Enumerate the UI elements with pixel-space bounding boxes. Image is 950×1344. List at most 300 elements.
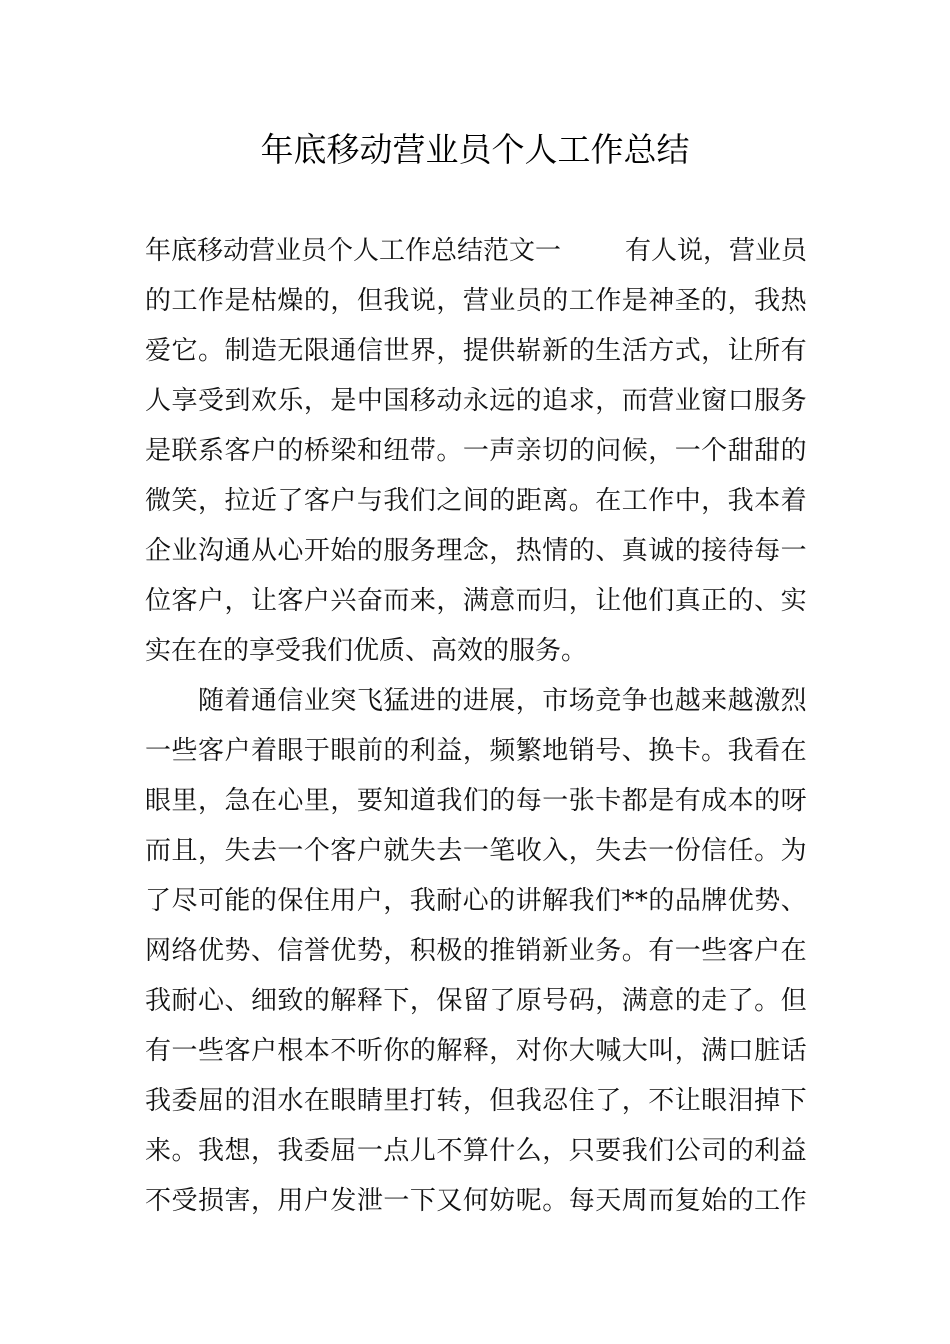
text-glyph: 频 [489,736,516,766]
text-glyph: 的 [277,436,304,466]
text-glyph: 听 [356,1036,383,1066]
text-glyph: 。 [754,986,781,1016]
text-glyph: 些 [171,736,198,766]
text-glyph: 信 [356,336,383,366]
text-glyph: 的 [780,436,807,466]
text-glyph: 展 [489,686,516,716]
text-line [145,1026,807,1076]
text-glyph: 烈 [780,686,807,716]
text-glyph: 户 [356,836,383,866]
text-glyph: 户 [250,436,277,466]
text-glyph: 卡 [674,736,701,766]
text-glyph: 要 [356,786,383,816]
document-title: 年底移动营业员个人工作总结 [260,130,690,169]
text-glyph: 场 [568,686,595,716]
text-glyph: 地 [542,736,569,766]
text-glyph: 式 [674,336,701,366]
text-glyph: 让 [674,1086,701,1116]
text-glyph: 国 [383,386,410,416]
text-glyph: 前 [356,736,383,766]
text-glyph: 根 [277,1036,304,1066]
text-glyph: 中 [356,386,383,416]
text-glyph: 笑 [171,486,198,516]
text-glyph: 中 [674,486,701,516]
text-glyph: 一 [780,536,807,566]
text-glyph: 但 [780,986,807,1016]
text-glyph: 我 [727,736,754,766]
text-glyph: 细 [250,986,277,1016]
text-glyph: ， [383,886,410,916]
text-glyph: 而 [648,1186,675,1216]
text-glyph: 害 [224,1186,251,1216]
text-glyph: 复 [674,1186,701,1216]
text-line [145,926,807,976]
text-glyph: 尽 [171,886,198,916]
text-glyph: 要 [595,1136,622,1166]
text-glyph [145,676,171,726]
text-glyph: 问 [595,436,622,466]
text-glyph: 了 [595,1086,622,1116]
text-glyph: ， [197,836,224,866]
text-glyph: 讲 [515,886,542,916]
text-glyph: ， [224,586,251,616]
text-glyph: 天 [595,1186,622,1216]
text-glyph: 的 [409,1036,436,1066]
text-glyph: 理 [436,536,463,566]
text-glyph: 想 [224,1136,251,1166]
text-glyph: 、 [780,886,807,916]
text-glyph: 业 [303,686,330,716]
text-glyph: 不 [648,1086,675,1116]
text-glyph: 优 [330,936,357,966]
text-glyph: 的 [303,986,330,1016]
text-glyph: 而 [383,586,410,616]
text-glyph: 户 [330,486,357,516]
text-line [145,376,807,426]
text-glyph: 客 [303,486,330,516]
text-glyph: 我 [145,1086,172,1116]
text-glyph: 一 [277,836,304,866]
text-glyph: 欢 [250,386,277,416]
text-glyph: 去 [436,836,463,866]
text-glyph: 一 [674,936,701,966]
text-glyph: ， [462,736,489,766]
text-glyph: 到 [224,386,251,416]
text-line [145,1076,807,1126]
text-glyph: 市 [542,686,569,716]
text-glyph: 损 [197,1186,224,1216]
text-glyph: 我 [515,1086,542,1116]
text-glyph: 是 [648,786,675,816]
text-glyph: 务 [595,936,622,966]
text-glyph: 户 [224,736,251,766]
text-glyph: 誉 [303,936,330,966]
text-glyph: 解 [542,886,569,916]
text-glyph: 去 [621,836,648,866]
text-glyph: 利 [754,1136,781,1166]
text-glyph: 码 [568,986,595,1016]
text-glyph: 带 [409,436,436,466]
text-glyph: 络 [171,936,198,966]
text-glyph: 作 [595,286,622,316]
text-glyph: 用 [277,1186,304,1216]
text-glyph: 任 [727,836,754,866]
text-glyph: 解 [330,986,357,1016]
text-glyph: 的 [701,286,728,316]
text-glyph: 生 [595,336,622,366]
text-glyph: 保 [436,986,463,1016]
text-glyph: 势 [356,936,383,966]
text-glyph: 的 [383,736,410,766]
text-glyph: ， [542,1136,569,1166]
text-glyph: 委 [171,1086,198,1116]
text-glyph: 始 [701,1186,728,1216]
text-line [145,476,807,526]
text-glyph: 让 [727,336,754,366]
text-glyph: 下 [383,986,410,1016]
text-glyph: 打 [409,1086,436,1116]
text-glyph: * [634,886,648,916]
text-line [145,976,807,1026]
text-glyph: 越 [727,686,754,716]
text-glyph: 、 [621,736,648,766]
text-glyph: 我 [197,1136,224,1166]
text-glyph: 制 [224,336,251,366]
text-glyph: 进 [409,686,436,716]
text-glyph: 一 [542,786,569,816]
text-glyph: 泪 [727,1086,754,1116]
text-glyph: 于 [303,736,330,766]
text-glyph: 供 [489,336,516,366]
text-glyph: 待 [727,536,754,566]
text-glyph: 点 [383,1136,410,1166]
text-glyph: 与 [356,486,383,516]
text-glyph: 享 [171,386,198,416]
text-glyph: 牌 [701,886,728,916]
text-glyph: 公 [674,1136,701,1166]
text-glyph: ， [250,1186,277,1216]
text-glyph: 耐 [436,886,463,916]
text-glyph: 的 [436,686,463,716]
text-glyph: 里 [303,786,330,816]
text-glyph: 一 [356,1136,383,1166]
text-glyph: ， [727,286,754,316]
text-glyph: 益 [436,736,463,766]
text-glyph: 眼 [330,736,357,766]
text-glyph: 也 [648,686,675,716]
text-glyph: 离 [542,486,569,516]
text-glyph: 们 [648,1136,675,1166]
text-glyph: ， [568,586,595,616]
text-glyph: 爱 [145,336,172,366]
text-glyph: 接 [701,536,728,566]
text-glyph: 距 [515,486,542,516]
text-glyph: 眼 [277,736,304,766]
text-glyph: 的 [754,786,781,816]
text-glyph: 近 [250,486,277,516]
text-glyph: 个 [701,436,728,466]
text-glyph: 正 [701,586,728,616]
text-glyph: 声 [489,436,516,466]
text-glyph: 沟 [197,536,224,566]
text-glyph: 竞 [595,686,622,716]
text-glyph: 梁 [330,436,357,466]
text-glyph: 切 [542,436,569,466]
text-glyph: 心 [462,886,489,916]
text-line [145,876,807,926]
text-glyph: 去 [250,836,277,866]
text-glyph: 让 [595,586,622,616]
text-glyph: 而 [145,836,172,866]
text-glyph: 远 [489,386,516,416]
text-glyph: 我 [727,486,754,516]
text-glyph: 忍 [542,1086,569,1116]
text-glyph: 算 [462,1136,489,1166]
text-glyph: 客 [197,736,224,766]
text-glyph: 户 [754,936,781,966]
text-glyph: 无 [277,336,304,366]
text-glyph: 网 [145,936,172,966]
text-glyph: 的 [145,286,172,316]
text-glyph: 的 [224,1086,251,1116]
text-glyph: 释 [462,1036,489,1066]
text-glyph: 。 [754,836,781,866]
text-glyph: 的 [727,1186,754,1216]
text-glyph: 我 [568,886,595,916]
text-glyph: 脏 [754,1036,781,1066]
text-glyph: 急 [224,786,251,816]
text-glyph: 口 [727,1036,754,1066]
text-glyph: ， [330,286,357,316]
text-glyph: 知 [383,786,410,816]
text-glyph: 甜 [727,436,754,466]
text-glyph: ， [462,1086,489,1116]
text-glyph: 泄 [356,1186,383,1216]
text-glyph: 员 [515,286,542,316]
text-glyph: 业 [568,936,595,966]
text-glyph [171,676,197,726]
text-glyph: 桥 [303,436,330,466]
text-glyph: 企 [145,536,172,566]
text-glyph: 推 [489,936,516,966]
text-line-part: 年底移动营业员个人工作总结范文一 [145,236,562,266]
text-glyph: 乐 [277,386,304,416]
text-glyph: 走 [701,986,728,1016]
text-glyph: ， [409,986,436,1016]
text-glyph: 受 [171,1186,198,1216]
text-glyph: 张 [568,786,595,816]
text-glyph: 是 [145,436,172,466]
text-glyph: 泪 [250,1086,277,1116]
text-glyph: 保 [277,886,304,916]
text-glyph: 的 [568,336,595,366]
text-glyph: 利 [409,736,436,766]
text-glyph: 一 [648,836,675,866]
text-glyph: 我 [383,286,410,316]
text-glyph: 是 [330,386,357,416]
text-glyph: 但 [489,1086,516,1116]
text-glyph: 务 [409,536,436,566]
text-glyph: 动 [436,386,463,416]
text-glyph: 用 [330,886,357,916]
text-line [145,676,807,726]
text-glyph: 的 [489,786,516,816]
text-glyph: 我 [277,1136,304,1166]
text-glyph: 我 [383,486,410,516]
text-glyph: 通 [250,686,277,716]
text-glyph: 信 [701,836,728,866]
text-glyph: ， [489,1036,516,1066]
text-glyph: 户 [356,886,383,916]
text-glyph: 屈 [330,1136,357,1166]
text-glyph: 让 [250,586,277,616]
text-glyph: 营 [462,286,489,316]
text-glyph: 系 [197,436,224,466]
text-glyph: 又 [436,1186,463,1216]
text-glyph: 的 [674,536,701,566]
text-glyph: 掉 [754,1086,781,1116]
text-glyph: 诚 [648,536,675,566]
text-glyph: 务 [780,386,807,416]
text-glyph: 转 [436,1086,463,1116]
text-glyph: ， [383,936,410,966]
text-glyph: 销 [568,736,595,766]
text-glyph: 客 [171,586,198,616]
text-glyph: 工 [568,286,595,316]
text-glyph: ， [568,836,595,866]
text-glyph: 些 [197,1036,224,1066]
text-glyph: 极 [436,936,463,966]
text-glyph: 位 [145,586,172,616]
text-glyph: 一 [171,1036,198,1066]
text-glyph: 们 [594,886,621,916]
text-glyph: 通 [224,536,251,566]
text-glyph: 本 [754,486,781,516]
text-glyph: 一 [462,836,489,866]
text-glyph: 满 [462,586,489,616]
text-glyph: 圣 [674,286,701,316]
text-glyph: 来 [701,686,728,716]
text-glyph: ， [621,1086,648,1116]
text-glyph: ， [489,536,516,566]
text-glyph: 而 [515,586,542,616]
text-glyph: 服 [383,536,410,566]
text-glyph: 真 [621,536,648,566]
text-glyph: 工 [754,1186,781,1216]
text-glyph: 解 [436,1036,463,1066]
text-glyph: 纽 [383,436,410,466]
text-glyph: 拉 [224,486,251,516]
text-glyph: 追 [542,386,569,416]
text-glyph: 着 [250,736,277,766]
text-glyph: 看 [754,736,781,766]
text-glyph: 且 [171,836,198,866]
text-glyph: 喊 [595,1036,622,1066]
text-glyph: 户 [197,586,224,616]
text-glyph: 所 [754,336,781,366]
text-glyph: 道 [409,786,436,816]
text-glyph: 么 [515,1136,542,1166]
text-glyph: 是 [224,286,251,316]
text-glyph: 甜 [754,436,781,466]
text-line [145,276,807,326]
text-glyph: 们 [409,486,436,516]
text-glyph: 窗 [701,386,728,416]
text-glyph: 委 [303,1136,330,1166]
text-glyph: 之 [436,486,463,516]
text-glyph: 势 [224,936,251,966]
text-glyph: ， [595,986,622,1016]
text-glyph: 有 [780,336,807,366]
text-glyph: 崭 [515,336,542,366]
text-glyph: ， [197,486,224,516]
text-glyph: 周 [621,1186,648,1216]
text-glyph: 的 [250,886,277,916]
text-glyph: 限 [303,336,330,366]
text-glyph: 发 [330,1186,357,1216]
text-line [145,726,807,776]
text-glyph: 的 [303,286,330,316]
text-glyph: 卡 [595,786,622,816]
text-glyph: 飞 [356,686,383,716]
text-glyph: 热 [780,286,807,316]
text-glyph: 眼 [330,1086,357,1116]
text-glyph: 间 [462,486,489,516]
text-glyph: 口 [727,386,754,416]
text-glyph: 说 [409,286,436,316]
text-glyph: 燥 [277,286,304,316]
text-glyph: 不 [330,1036,357,1066]
text-glyph: 随 [197,686,224,716]
text-glyph: 的 [568,436,595,466]
text-glyph: 进 [462,686,489,716]
text-glyph: 能 [224,886,251,916]
text-glyph: 着 [224,686,251,716]
text-glyph: 的 [542,286,569,316]
text-glyph: 我 [409,886,436,916]
text-glyph: 念 [462,536,489,566]
text-glyph: 妨 [489,1186,516,1216]
text-glyph: 服 [754,386,781,416]
text-glyph: 神 [648,286,675,316]
text-glyph: 释 [356,986,383,1016]
text-glyph: 收 [515,836,542,866]
text-glyph: 客 [727,936,754,966]
text-glyph: 我 [436,786,463,816]
text-glyph: 势 [754,886,781,916]
text-glyph: 意 [489,586,516,616]
text-glyph: 工 [621,486,648,516]
text-glyph: 对 [515,1036,542,1066]
text-glyph: 失 [409,836,436,866]
text-glyph: ， [436,586,463,616]
text-glyph: ， [303,386,330,416]
text-line [145,576,807,626]
text-glyph: 信 [277,936,304,966]
text-glyph: ， [250,1136,277,1166]
text-glyph: ， [330,786,357,816]
text-glyph: 作 [648,486,675,516]
text-glyph: 的 [568,536,595,566]
text-glyph: 繁 [515,736,542,766]
text-glyph: 了 [277,486,304,516]
text-glyph: ， [674,1036,701,1066]
text-line [145,426,807,476]
text-glyph: 、 [224,986,251,1016]
text-glyph: 心 [277,786,304,816]
text-glyph: 有 [648,936,675,966]
text-glyph: 一 [145,736,172,766]
